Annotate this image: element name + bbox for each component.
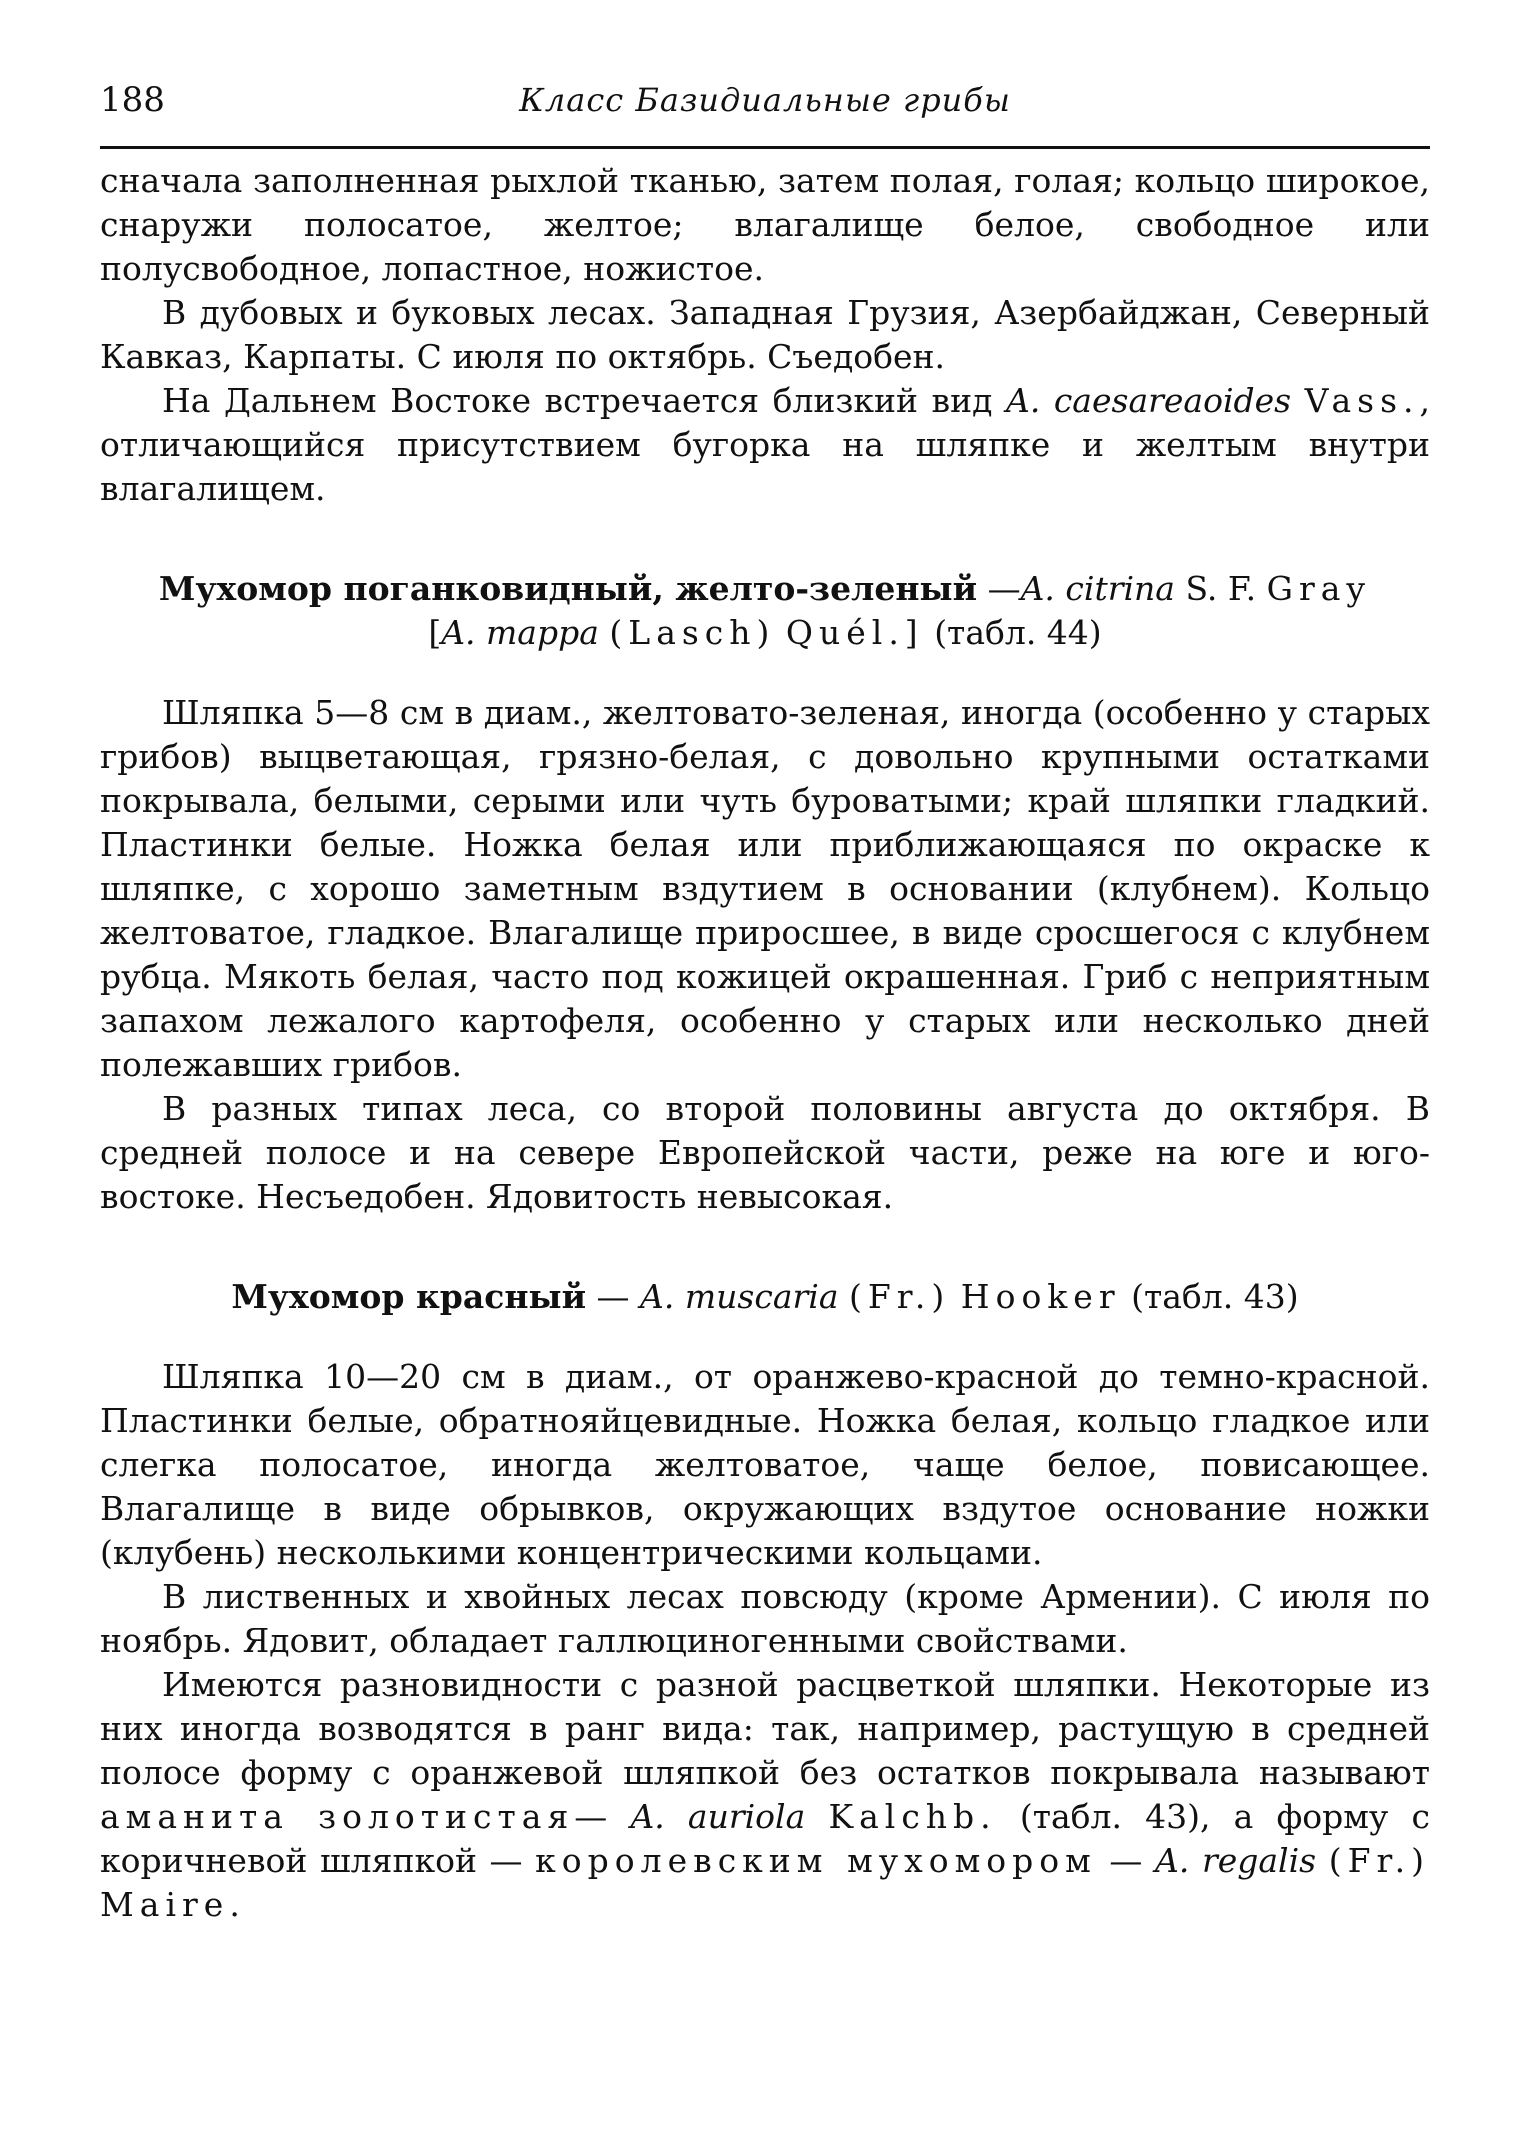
muscaria-p3-text-d: — — [1096, 1841, 1156, 1880]
intro-p3-text-a: На Дальнем Востоке встречается близкий вид — [162, 381, 1006, 420]
page — [100, 80, 1430, 1927]
intro-paragraph-2: В дубовых и буковых лесах. Западная Грузия, Азербайджан, Северный Кавказ, Карпаты. С июля по октябрь. Съедобен. — [100, 293, 1430, 376]
table-reference: (табл. 44) — [934, 613, 1102, 652]
intro-paragraph-3 — [100, 379, 1430, 511]
intro-paragraph-1: сначала заполненная рыхлой тканью, затем полая, голая; кольцо широкое, снаружи полосатое, желтое; влагалище белое, свободное или полусвободное, лопастное, ножистое. — [100, 161, 1430, 288]
muscaria-p3-spaced-1: аманита золотистая — [100, 1797, 575, 1836]
intro-p3-author: Vass. — [1304, 381, 1420, 420]
species-name-latin: A. muscaria — [640, 1277, 839, 1316]
species-heading-muscaria — [100, 1275, 1430, 1319]
species-author-2: Hooker — [960, 1277, 1121, 1316]
heading-dash: — — [586, 1277, 641, 1316]
species-author: Gray — [1266, 569, 1372, 608]
intro-p3-latin: A. caesareaoides — [1005, 381, 1292, 420]
species-name-ru: Мухомор поганковидный, желто-зеленый — [158, 569, 978, 608]
muscaria-paragraph-3 — [100, 1663, 1430, 1927]
synonym-open-bracket: [ — [428, 613, 442, 652]
species-name-ru: Мухомор красный — [231, 1277, 587, 1316]
running-title: Класс Базидиальные грибы — [519, 81, 1011, 119]
table-reference: (табл. 43) — [1131, 1277, 1299, 1316]
intro-section — [100, 159, 1430, 511]
muscaria-p3-text-a: Имеются разновидности с разной расцветкой шляпки. Некоторые из них иногда возводятся в ранг вида: так, например, растущую в средней полосе форму с оранжевой шляпкой без остатков покрывала называют — [100, 1665, 1430, 1792]
muscaria-paragraph-1: Шляпка 10—20 см в диам., от оранжево-красной до темно-красной. Пластинки белые, обратнояйцевидные. Ножка белая, кольцо гладкое или слегка полосатое, иногда желтоватое, чаще белое, повисающее. Влагалище в виде обрывков, окружающих вздутое основание ножки (клубень) несколькими концентрическими кольцами. — [100, 1357, 1430, 1572]
muscaria-p3-latin-1: A. auriola — [630, 1797, 806, 1836]
citrina-paragraph-2: В разных типах леса, со второй половины августа до октября. В средней полосе и на севере Европейской части, реже на юге и юго-востоке. Несъедобен. Ядовитость невысокая. — [100, 1089, 1430, 1216]
species-heading-citrina — [100, 567, 1430, 655]
citrina-paragraph-1: Шляпка 5—8 см в диам., желтовато-зеленая, иногда (особенно у старых грибов) выцветающая, грязно-белая, с довольно крупными остатками покрывала, белыми, серыми или чуть буроватыми; край шляпки гладкий. Пластинки белые. Ножка белая или приближающаяся по окраске к шляпке, с хорошо заметным вздутием в основании (клубнем). Кольцо желтоватое, гладкое. Влагалище приросшее, в виде сросшегося с клубнем рубца. Мякоть белая, часто под кожицей окрашенная. Гриб с неприятным запахом лежалого картофеля, особенно у старых или несколько дней полежавших грибов. — [100, 693, 1430, 1084]
muscaria-p3-text-b: — — [574, 1797, 631, 1836]
author-abbr: S. F. — [1185, 569, 1267, 608]
muscaria-p3-spaced-2: королевским мухомором — [535, 1841, 1097, 1880]
synonym-author-2: Quél.] — [785, 613, 924, 652]
muscaria-p3-author-2a: (Fr.) — [1328, 1841, 1431, 1880]
muscaria-p3-latin-2: A. regalis — [1155, 1841, 1317, 1880]
synonym-author-1: (Lasch) — [609, 613, 776, 652]
muscaria-p3-author-1: Kalchb. — [828, 1797, 997, 1836]
species-description-citrina — [100, 691, 1430, 1219]
muscaria-p3-text-c: (табл. 43), а форму с коричневой шляпкой — — [100, 1797, 1430, 1880]
page-number: 188 — [100, 80, 165, 120]
species-name-latin: A. citrina — [1020, 569, 1175, 608]
species-description-muscaria — [100, 1355, 1430, 1927]
synonym-latin: A. mappa — [441, 613, 599, 652]
heading-dash: — — [977, 569, 1021, 608]
intro-p3-text-b: , отличающийся присутствием бугорка на шляпке и желтым внутри влагалищем. — [100, 381, 1430, 508]
muscaria-p3-author-2b: Maire — [100, 1885, 230, 1924]
muscaria-paragraph-2: В лиственных и хвойных лесах повсюду (кроме Армении). С июля по ноябрь. Ядовит, обладает галлюциногенными свойствами. — [100, 1577, 1430, 1660]
muscaria-p3-end: . — [229, 1885, 240, 1924]
page-header — [100, 80, 1430, 149]
intro-p3-space — [1291, 381, 1305, 420]
species-author-1: (Fr.) — [849, 1277, 951, 1316]
